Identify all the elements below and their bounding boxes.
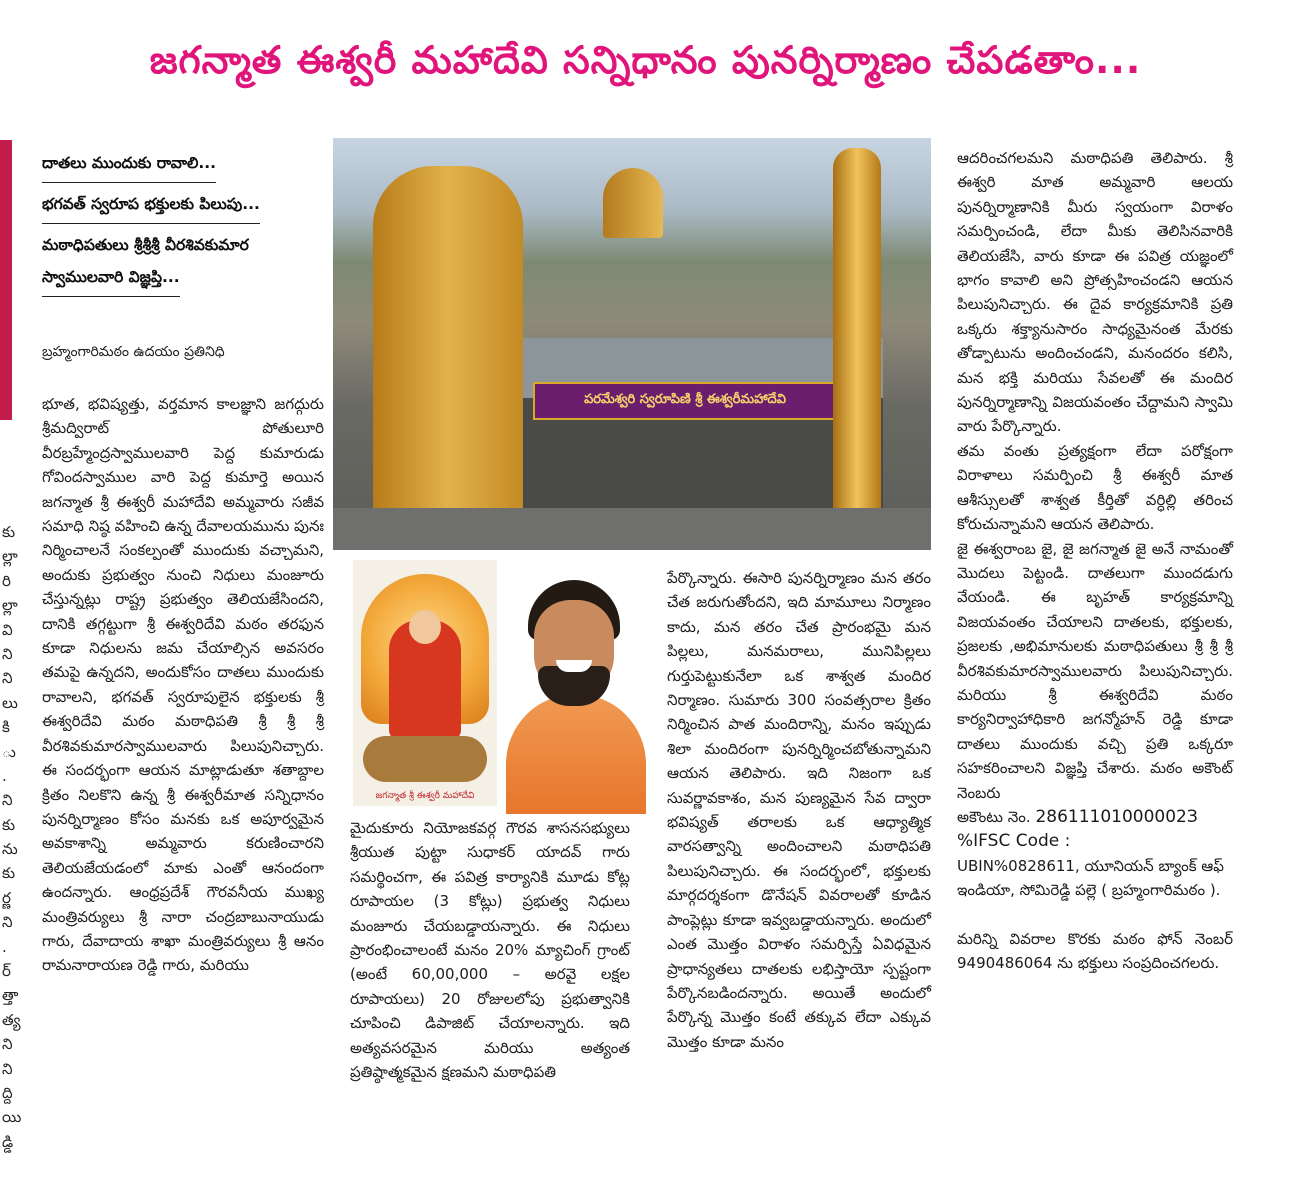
temple-banner: పరమేశ్వరి స్వరూపిణి శ్రీ ఈశ్వరీమహాదేవి [533,382,837,420]
ifsc-label: %IFSC Code : [957,831,1071,852]
temple-courtyard [333,508,931,550]
goddess-pedestal [363,736,487,782]
column-3-text: పేర్కొన్నారు. ఈసారి పునర్నిర్మాణం మన తరం చేత జరుగుతోందని, ఇది మామూలు నిర్మాణం కాదు, మన తరం చేత ప్రారంభమై మన పిల్లలు, మనమరాలు, మునిపిల్లలు గుర్తుపెట్టుకునేలా ఒక శాశ్వత మందిర నిర్మాణం. సుమారు 300 సంవత్సరాల క్రితం నిర్మించిన పాత మందిరాన్ని, మనం ఇప్పుడు శిలా మందిరంగా పునర్నిర్మించబోతున్నామని ఆయన తెలిపారు. ఇది నిజంగా ఒక సువర్ణావకాశం, మన పుణ్యమైన సేవ ద్వారా భవిష్యత్ తరాలకు ఒక ఆధ్యాత్మిక వారసత్వాన్ని అందించాలని మఠాధిపతి పిలుపునిచ్చారు. ఈ సందర్భంలో, భక్తులకు మార్గదర్శకంగా డొనేషన్ వివరాలతో కూడిన పాంప్లెట్లు కూడా ఇవ్వబడ్డాయన్నారు. అందులో ఎంత మొత్తం విరాళం సమర్పిస్తే ఏవిధమైన ప్రాధాన్యతలు దాతలకు లభిస్తాయో స్పష్టంగా పేర్కొనబడిందన్నారు. అయితే అందులో పేర్కొన్న మొత్తం కంటే తక్కువ లేదా ఎక్కువ మొత్తం కూడా మనం [667,569,931,1051]
column-1-text: భూత, భవిష్యత్తు, వర్తమాన కాలజ్ఞాని జగద్గురు శ్రీమద్విరాట్ పోతులూరి వీరబ్రహ్మేంద్రస్వాములవారి పెద్ద కుమారుడు గోవిందస్వాముల వారి పెద్ద కుమార్తె అయిన జగన్మాత శ్రీ ఈశ్వరీ మహాదేవి అమ్మవారు సజీవ సమాధి నిష్ఠ వహించి ఉన్న దేవాలయమును పునః నిర్మించాలనే సంకల్పంతో ముందుకు వచ్చామని, అందుకు ప్రభుత్వం నుంచి నిధులు మంజూరు చేస్తున్నట్లు రాష్ట్ర ప్రభుత్వం తెలియజేసిందని, దానికి తగ్గట్టుగా శ్రీ ఈశ్వరిదేవి మఠం తరఫున కూడా నిధులను జమ చేయాల్సిన అవసరం తమపై ఉన్నదని, అందుకోసం దాతలు ముందుకు రావాలని, భగవత్ స్వరూపులైన భక్తులకు శ్రీ ఈశ్వరిదేవి మఠం మఠాధిపతి శ్రీ శ్రీ శ్రీ వీరశివకుమారస్వాములవారు పిలుపునిచ్చారు. ఈ సందర్భంగా ఆయన మాట్లాడుతూ శతాబ్దాల క్రితం నిలకొని ఉన్న శ్రీ ఈశ్వరీమాత సన్నిధానం పునర్నిర్మాణం కోసం మనకు ఒక అపూర్వమైన అవకాశాన్ని అమ్మవారు కరుణించారని తెలియజేయడంలో మాకు ఎంతో ఆనందంగా ఉందన్నారు. ఆంధ్రప్రదేశ్ గౌరవనీయ ముఖ్య మంత్రివర్యులు శ్రీ నారా చంద్రబాబునాయుడు గారు, దేవాదాయ శాఖా మంత్రివర్యులు శ్రీ ఆనం రామనారాయణ రెడ్డి గారు, మరియు [42,395,324,975]
adjacent-article-fragment: . [2,937,7,956]
column-4-text-a: ఆదరించగలమని మఠాధిపతి తెలిపారు. శ్రీ ఈశ్వరి మాత అమ్మవారి ఆలయ పునర్నిర్మాణానికి మీరు స్వయంగా విరాళం సమర్పించండి, లేదా మీకు తెలిసినవారికి తెలియజేసి, వారు కూడా ఈ పవిత్ర యజ్ఞంలో భాగం కావాలి అని ప్రోత్సహించండని ఆయన పిలుపునిచ్చారు. ఈ దైవ కార్యక్రమానికి ప్రతి ఒక్కరు శక్త్యానుసారం సాధ్యమైనంత మేరకు తోడ్పాటును అందించండని, మనందరం కలిసి, మన భక్తి మరియు సేవలతో ఈ మందిర పునర్నిర్మాణాన్ని విజయవంతం చేద్దామని స్వామి వారు పేర్కొన్నారు. [957,149,1233,436]
adjacent-article-fragment: యి [2,1108,22,1127]
adjacent-article-fragment: ర్ [2,962,11,981]
adjacent-article-fragment: కి [2,718,10,737]
temple-shrine [603,168,663,238]
column-4-text-c: జై ఈశ్వరాంబ జై, జై జగన్మాత జై అనే నామంతో మొదలు పెట్టండి. దాతలుగా ముందడుగు వేయండి. ఈ బృహత్ కార్యక్రమాన్ని విజయవంతం చేయాలని దాతలకు, భక్తులకు, ప్రజలకు ,అభిమానులకు మఠాధిపతులు శ్రీ శ్రీ శ్రీ వీరశివకుమారస్వాములవారు పిలుపునిచ్చారు. మరియు శ్రీ ఈశ్వరిదేవి మఠం కార్యనిర్వాహాధికారి జగన్మోహన్ రెడ్డి కూడా దాతలు ముందుకు వచ్చి ప్రతి ఒక్కరూ సహకరించాలని విజ్ఞప్తి చేశారు. మఠం అకౌంట్ నెంబరు [957,539,1233,802]
adjacent-article-column [2,520,22,1154]
adjacent-article-fragment: ని [2,913,13,932]
adjacent-article-fragment: ని [2,1059,13,1078]
temple-photo [333,138,931,550]
byline: బ్రహ్మంగారిమఠం ఉదయం ప్రతినిధి [42,344,225,360]
article-column-3 [667,566,931,1054]
goddess-caption: జగన్మాత శ్రీ ఈశ్వరీ మహాదేవి [375,791,475,801]
goddess-image [353,560,497,806]
adjacent-article-fragment: కు [2,864,16,883]
adjacent-article-fragment: త్య [2,1010,21,1029]
article-column-4 [957,146,1233,975]
adjacent-article-fragment: రి [2,571,11,590]
headline: జగన్మాత ఈశ్వరీ మహాదేవి సన్నిధానం పునర్నిర్మాణం చేపడతాం... [149,38,1142,82]
column-4-text-b: తమ వంతు ప్రత్యక్షంగా లేదా పరోక్షంగా విరాళాలు సమర్పించి శ్రీ ఈశ్వరీ మాత ఆశీస్సులతో శాశ్వత కీర్తితో వర్ధిల్లి తరించ కోరుచున్నామని ఆయన తెలిపారు. [957,441,1233,534]
adjacent-article-fragment: ని [2,791,13,810]
adjacent-article-fragment: ల్లా [2,547,18,566]
adjacent-article-fragment: ని [2,669,13,688]
subhead-1: దాతలు ముందుకు రావాలి... [42,150,216,183]
temple-gopuram [373,166,523,536]
contact-text: మరిన్ని వివరాల కొరకు మఠం ఫోన్ నెంబర్ 9490486064 ను భక్తులు సంప్రదించగలరు. [957,929,1233,972]
adjacent-article-fragment: కు [2,815,16,834]
adjacent-article-fragment: వి [2,620,13,639]
adjacent-article-fragment: ను [2,840,18,859]
adjacent-article-fragment: త్తా [2,986,19,1005]
adjacent-article-fragment: డ్డి [2,1132,14,1151]
adjacent-article-fragment: ద్ది [2,1083,13,1102]
adjacent-article-fragment: ని [2,644,13,663]
adjacent-article-fragment: ర్ణ [2,888,11,907]
adjacent-article-image-strip [0,140,12,420]
swami-robe [506,694,646,814]
account-number: 28611101000002З [1035,806,1198,827]
article-column-2 [350,816,630,1084]
subheads-block [42,150,332,305]
adjacent-article-fragment: ని [2,1035,13,1054]
ifsc-value: UBIN%0828611, యూనియన్ బ్యాంక్ ఆఫ్ ఇండియా, సోమిరెడ్డి పల్లె ( బ్రహ్మంగారిమఠం ). [957,856,1224,900]
adjacent-article-fragment: కు [2,523,16,541]
dhwaja-stambham [833,148,881,548]
column-2-text: మైదుకూరు నియోజకవర్గ గౌరవ శాసనసభ్యులు శ్రీయుత పుట్టా సుధాకర్ యాదవ్ గారు సమర్థించగా, ఈ పవిత్ర కార్యానికి మూడు కోట్ల రూపాయల (3 కోట్లు) ప్రభుత్వ నిధులు మంజూరు చేయబడ్డాయన్నారు. ఈ నిధులు ప్రారంభించాలంటే మనం 20% మ్యాచింగ్ గ్రాంట్ (అంటే 60,00,000 – అరవై లక్షల రూపాయలు) 20 రోజులలోపు ప్రభుత్వానికి చూపించి డిపాజిట్ చేయాలన్నారు. ఇది అత్యవసరమైన మరియు అత్యంత ప్రతిష్ఠాత్మకమైన క్షణమని మఠాధిపతి [350,819,630,1082]
subhead-4: స్వాములవారి విజ్ఞప్తి... [42,264,180,297]
subhead-2: భగవత్ స్వరూప భక్తులకు పిలుపు... [42,191,260,224]
article-column-1 [42,392,324,978]
adjacent-article-fragment: ు [2,742,16,761]
adjacent-article-fragment: . [2,766,7,785]
adjacent-article-fragment: ల్లా [2,596,18,615]
account-label: అకౌంటు నెం. [957,807,1031,826]
goddess-face [409,610,441,644]
adjacent-article-fragment: లు [2,693,18,712]
subhead-3: మఠాధిపతులు శ్రీశ్రీశ్రీ వీరశివకుమార [42,236,249,254]
swami-portrait [500,574,650,800]
